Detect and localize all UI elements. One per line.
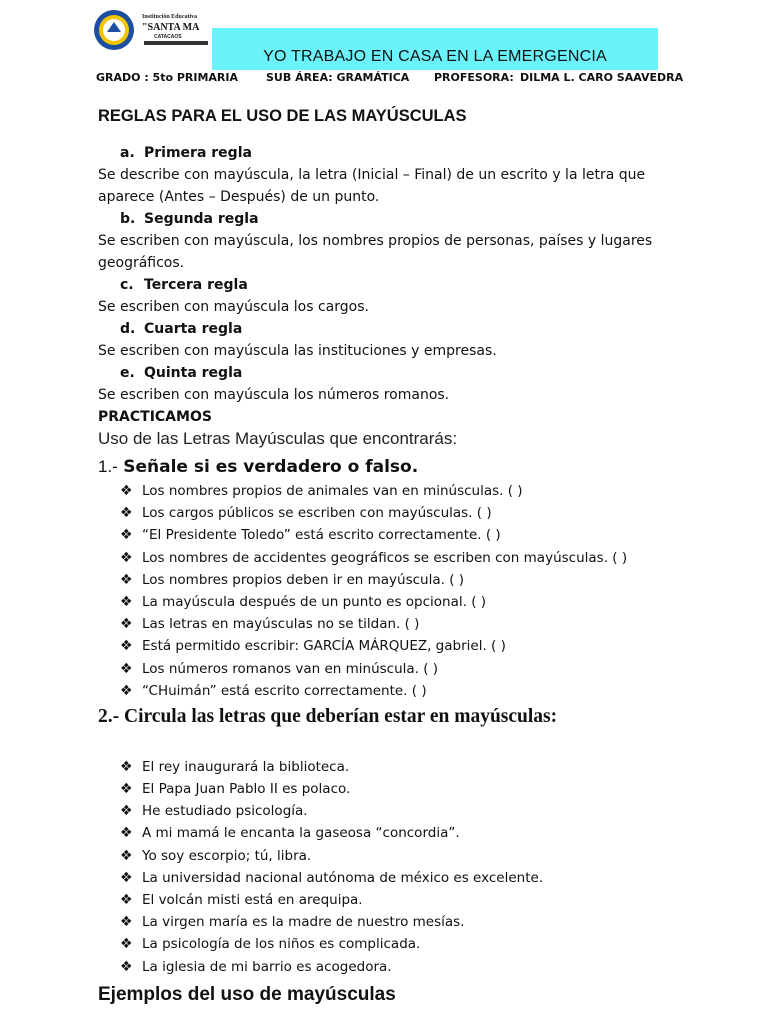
list-item: ❖ Los cargos públicos se escriben con mayúsculas. ( ) (120, 502, 698, 524)
list-item: ❖ La mayúscula después de un punto es opcional. ( ) (120, 591, 698, 613)
rule-title: Segunda regla (144, 211, 259, 227)
rule-item (98, 318, 698, 362)
diamond-bullet-icon: ❖ (120, 825, 133, 842)
rules-section (98, 142, 698, 406)
diamond-bullet-icon: ❖ (120, 781, 133, 798)
rule-item (98, 208, 698, 274)
teacher-label: PROFESORA: (434, 71, 514, 84)
diamond-bullet-icon: ❖ (120, 527, 133, 544)
rule-text: Se escriben con mayúscula las instituciones y empresas. (98, 343, 497, 359)
rule-text: geográficos. (98, 255, 185, 271)
diamond-bullet-icon: ❖ (120, 869, 133, 886)
rule-item (98, 362, 698, 406)
rule-text: aparece (Antes – Después) de un punto. (98, 189, 380, 205)
list-item: ❖ Los nombres propios de animales van en minúsculas. ( ) (120, 480, 698, 502)
list-item: ❖ Los nombres de accidentes geográficos se escriben con mayúsculas. ( ) (120, 547, 698, 569)
list-item: ❖ Está permitido escribir: GARCÍA MÁRQUEZ, gabriel. ( ) (120, 635, 698, 657)
question-1-list (98, 480, 698, 702)
diamond-bullet-icon: ❖ (120, 958, 133, 975)
diamond-bullet-icon: ❖ (120, 638, 133, 655)
spacer (98, 730, 698, 756)
list-item: ❖ Yo soy escorpio; tú, libra. (120, 845, 698, 867)
list-item: ❖ A mi mamá le encanta la gaseosa “concordia”. (120, 822, 698, 844)
diamond-bullet-icon: ❖ (120, 505, 133, 522)
school-logo (92, 6, 212, 56)
subarea-label: SUB ÁREA: GRAMÁTICA (266, 71, 410, 84)
grade-label: GRADO : 5to PRIMARIA (96, 71, 239, 84)
header-meta (96, 71, 686, 87)
rule-text: Se escriben con mayúscula los números romanos. (98, 387, 450, 403)
rule-item (98, 274, 698, 318)
logo-line-3: CATACAOS (154, 34, 182, 40)
rule-title: Cuarta regla (144, 321, 243, 337)
rule-text: Se escriben con mayúscula, los nombres propios de personas, países y lugares (98, 233, 653, 249)
rule-item (98, 142, 698, 208)
list-item: ❖ La psicología de los niños es complicada. (120, 933, 698, 955)
list-item: ❖ “El Presidente Toledo” está escrito correctamente. ( ) (120, 524, 698, 546)
document-body (98, 104, 698, 1008)
list-item: ❖ Los nombres propios deben ir en mayúscula. ( ) (120, 569, 698, 591)
diamond-bullet-icon: ❖ (120, 571, 133, 588)
list-item: ❖ La universidad nacional autónoma de méxico es excelente. (120, 867, 698, 889)
logo-line-1: Institución Educativa (142, 14, 198, 20)
rule-letter: c. (120, 277, 134, 293)
question-1-heading (98, 454, 698, 480)
diamond-bullet-icon: ❖ (120, 593, 133, 610)
question-2-heading: 2.- Circula las letras que deberían estar en mayúsculas: (98, 705, 558, 727)
diamond-bullet-icon: ❖ (120, 758, 133, 775)
rule-letter: b. (120, 211, 136, 227)
list-item: ❖ La iglesia de mi barrio es acogedora. (120, 956, 698, 978)
diamond-bullet-icon: ❖ (120, 682, 133, 699)
rule-letter: a. (120, 145, 135, 161)
teacher-name: DILMA L. CARO SAAVEDRA (520, 71, 684, 84)
question-1-number: 1.- (98, 457, 118, 476)
list-item: ❖ Las letras en mayúsculas no se tildan. ( ) (120, 613, 698, 635)
diamond-bullet-icon: ❖ (120, 892, 133, 908)
rule-letter: e. (120, 365, 135, 381)
question-1-text: Señale si es verdadero o falso. (123, 457, 419, 477)
diamond-bullet-icon: ❖ (120, 483, 133, 499)
practice-intro: Uso de las Letras Mayúsculas que encontrarás: (98, 429, 458, 448)
list-item: ❖ La virgen maría es la madre de nuestro mesías. (120, 911, 698, 933)
question-2-list (98, 756, 698, 978)
diamond-bullet-icon: ❖ (120, 660, 133, 677)
rule-title: Primera regla (144, 145, 252, 161)
header-banner (212, 28, 658, 70)
rule-letter: d. (120, 321, 136, 337)
diamond-bullet-icon: ❖ (120, 847, 133, 864)
rule-text: Se escriben con mayúscula los cargos. (98, 299, 369, 315)
rule-title: Tercera regla (144, 277, 248, 293)
list-item: ❖ He estudiado psicología. (120, 800, 698, 822)
logo-line-2: "SANTA MA (142, 22, 200, 33)
diamond-bullet-icon: ❖ (120, 549, 133, 566)
list-item: ❖ “CHuimán” está escrito correctamente. ( ) (120, 680, 698, 702)
practice-heading: PRACTICAMOS (98, 409, 212, 425)
rule-title: Quinta regla (144, 365, 243, 381)
page-title: REGLAS PARA EL USO DE LAS MAYÚSCULAS (98, 107, 467, 125)
list-item: ❖ El rey inaugurará la biblioteca. (120, 756, 698, 778)
diamond-bullet-icon: ❖ (120, 803, 133, 820)
list-item: ❖ Los números romanos van en minúscula. ( ) (120, 658, 698, 680)
banner-title: YO TRABAJO EN CASA EN LA EMERGENCIA (263, 48, 607, 65)
diamond-bullet-icon: ❖ (120, 616, 133, 633)
diamond-bullet-icon: ❖ (120, 914, 133, 931)
examples-heading: Ejemplos del uso de mayúsculas (98, 983, 396, 1005)
diamond-bullet-icon: ❖ (120, 936, 133, 953)
list-item: ❖ El Papa Juan Pablo II es polaco. (120, 778, 698, 800)
rule-text: Se describe con mayúscula, la letra (Inicial – Final) de un escrito y la letra que (98, 167, 646, 183)
list-item: ❖ El volcán misti está en arequipa. (120, 889, 698, 911)
